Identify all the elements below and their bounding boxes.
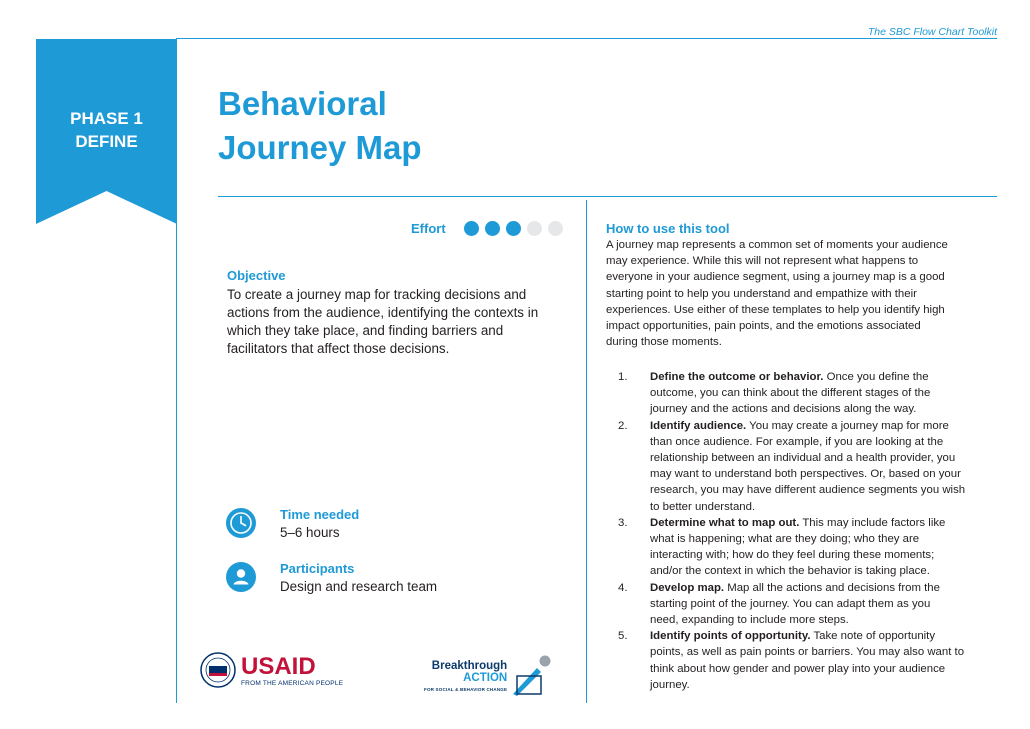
- title-rule: [218, 196, 997, 197]
- step-line: starting point of the journey. You can adapt them as you: [650, 597, 931, 610]
- phase-label: [36, 107, 177, 153]
- step-title: Identify audience.: [650, 419, 747, 432]
- breakthrough-line2: ACTION: [463, 672, 508, 684]
- objective-line: which they take place, and finding barriers and: [227, 323, 504, 338]
- person-icon: [226, 562, 256, 592]
- step-line: need, expanding to include more steps.: [650, 614, 849, 627]
- breakthrough-action-logo: [424, 654, 553, 696]
- breakthrough-mark-icon: [507, 654, 553, 696]
- usaid-logo: [200, 652, 343, 688]
- step-title: Define the outcome or behavior.: [650, 371, 824, 383]
- step-line: journey and the actions and decisions along the way.: [650, 403, 917, 416]
- step-number: 3.: [618, 516, 628, 529]
- participants: [226, 560, 437, 596]
- phase-number: PHASE 1: [70, 109, 143, 128]
- step-number: 1.: [618, 371, 628, 383]
- steps-list: [606, 369, 996, 693]
- step-title: Determine what to map out.: [650, 516, 800, 529]
- time-needed-heading: Time needed: [280, 507, 360, 522]
- participants-value: Design and research team: [280, 579, 438, 594]
- step-number: 5.: [618, 630, 628, 643]
- top-rule: [176, 38, 997, 39]
- effort-dot: [506, 221, 521, 236]
- objective-line: actions from the audience, identifying the contexts in: [227, 305, 539, 320]
- effort-rating: [411, 221, 563, 236]
- objective-line: To create a journey map for tracking decisions and: [227, 287, 527, 302]
- step-line: may want to understand both perspectives. Or, based on your: [650, 468, 961, 481]
- step-number: 2.: [618, 419, 628, 432]
- how-to-intro: [606, 237, 991, 350]
- breakthrough-line3: FOR SOCIAL & BEHAVIOR CHANGE: [424, 687, 508, 692]
- step-item: [606, 515, 996, 580]
- step-line: outcome, you can think about the different stages of the: [650, 387, 931, 400]
- title-line-2: Journey Map: [218, 129, 422, 166]
- step-line: This may include factors like: [799, 516, 946, 529]
- step-item: [606, 580, 996, 629]
- clock-icon: [226, 508, 256, 538]
- step-line: than once audience. For example, if you are looking at the: [650, 435, 944, 448]
- intro-line: A journey map represents a common set of moments your audience: [606, 239, 948, 251]
- intro-line: starting point to help you understand and empathize with their: [606, 287, 917, 300]
- step-line: You may create a journey map for more: [746, 419, 949, 432]
- phase-name: DEFINE: [75, 132, 138, 151]
- intro-line: experiences. Use either of these templates to help you identify high: [606, 303, 945, 316]
- title-line-1: Behavioral: [218, 85, 387, 122]
- effort-dot: [548, 221, 563, 236]
- intro-line: everyone in your audience segment, using a journey map is a good: [606, 271, 945, 284]
- time-needed: [226, 506, 359, 542]
- effort-dot: [464, 221, 479, 236]
- breakthrough-line1: Breakthrough: [431, 660, 508, 672]
- step-item: [606, 418, 996, 515]
- effort-label: Effort: [411, 221, 446, 236]
- how-to-heading: How to use this tool: [606, 221, 730, 236]
- step-line: research, you may have different audience segments you wish: [650, 484, 966, 497]
- column-divider: [586, 200, 587, 703]
- partner-logos: [200, 652, 570, 698]
- intro-line: impact opportunities, pain points, and the emotions associated: [606, 320, 921, 333]
- objective-heading: Objective: [227, 268, 286, 283]
- step-item: [606, 628, 996, 693]
- step-line: Map all the actions and decisions from the: [724, 581, 940, 594]
- participants-heading: Participants: [280, 561, 355, 576]
- effort-dot: [527, 221, 542, 236]
- usaid-wordmark: USAID: [241, 652, 316, 680]
- intro-line: may experience. While this will not represent what happens to: [606, 255, 919, 268]
- step-line: Take note of opportunity: [810, 630, 936, 643]
- effort-dot: [485, 221, 500, 236]
- step-line: what is happening; what are they doing; who they are: [650, 533, 920, 546]
- step-line: to better understand.: [650, 500, 756, 513]
- page-title: [218, 82, 422, 170]
- objective-body: [227, 286, 557, 358]
- step-item: [606, 369, 996, 418]
- step-line: think about how gender and power play into your audience: [650, 662, 946, 675]
- usaid-seal-icon: [200, 652, 236, 688]
- step-number: 4.: [618, 581, 628, 594]
- step-title: Develop map.: [650, 581, 725, 594]
- step-line: points, as well as pain points or barriers. You may also want to: [650, 646, 965, 659]
- step-line: relationship between an individual and a health provider, you: [650, 452, 956, 465]
- time-needed-value: 5–6 hours: [280, 525, 340, 540]
- step-line: journey.: [650, 678, 690, 691]
- step-line: and/or the context in which the behavior is taking place.: [650, 565, 930, 578]
- step-title: Identify points of opportunity.: [650, 630, 811, 643]
- toolkit-name: The SBC Flow Chart Toolkit: [867, 26, 997, 38]
- objective-line: facilitators that affect those decisions.: [227, 341, 450, 356]
- intro-line: during those moments.: [606, 336, 722, 349]
- step-line: Once you define the: [823, 371, 929, 383]
- step-line: interacting with; how do they feel during these moments;: [650, 549, 935, 562]
- usaid-tagline: FROM THE AMERICAN PEOPLE: [241, 679, 344, 687]
